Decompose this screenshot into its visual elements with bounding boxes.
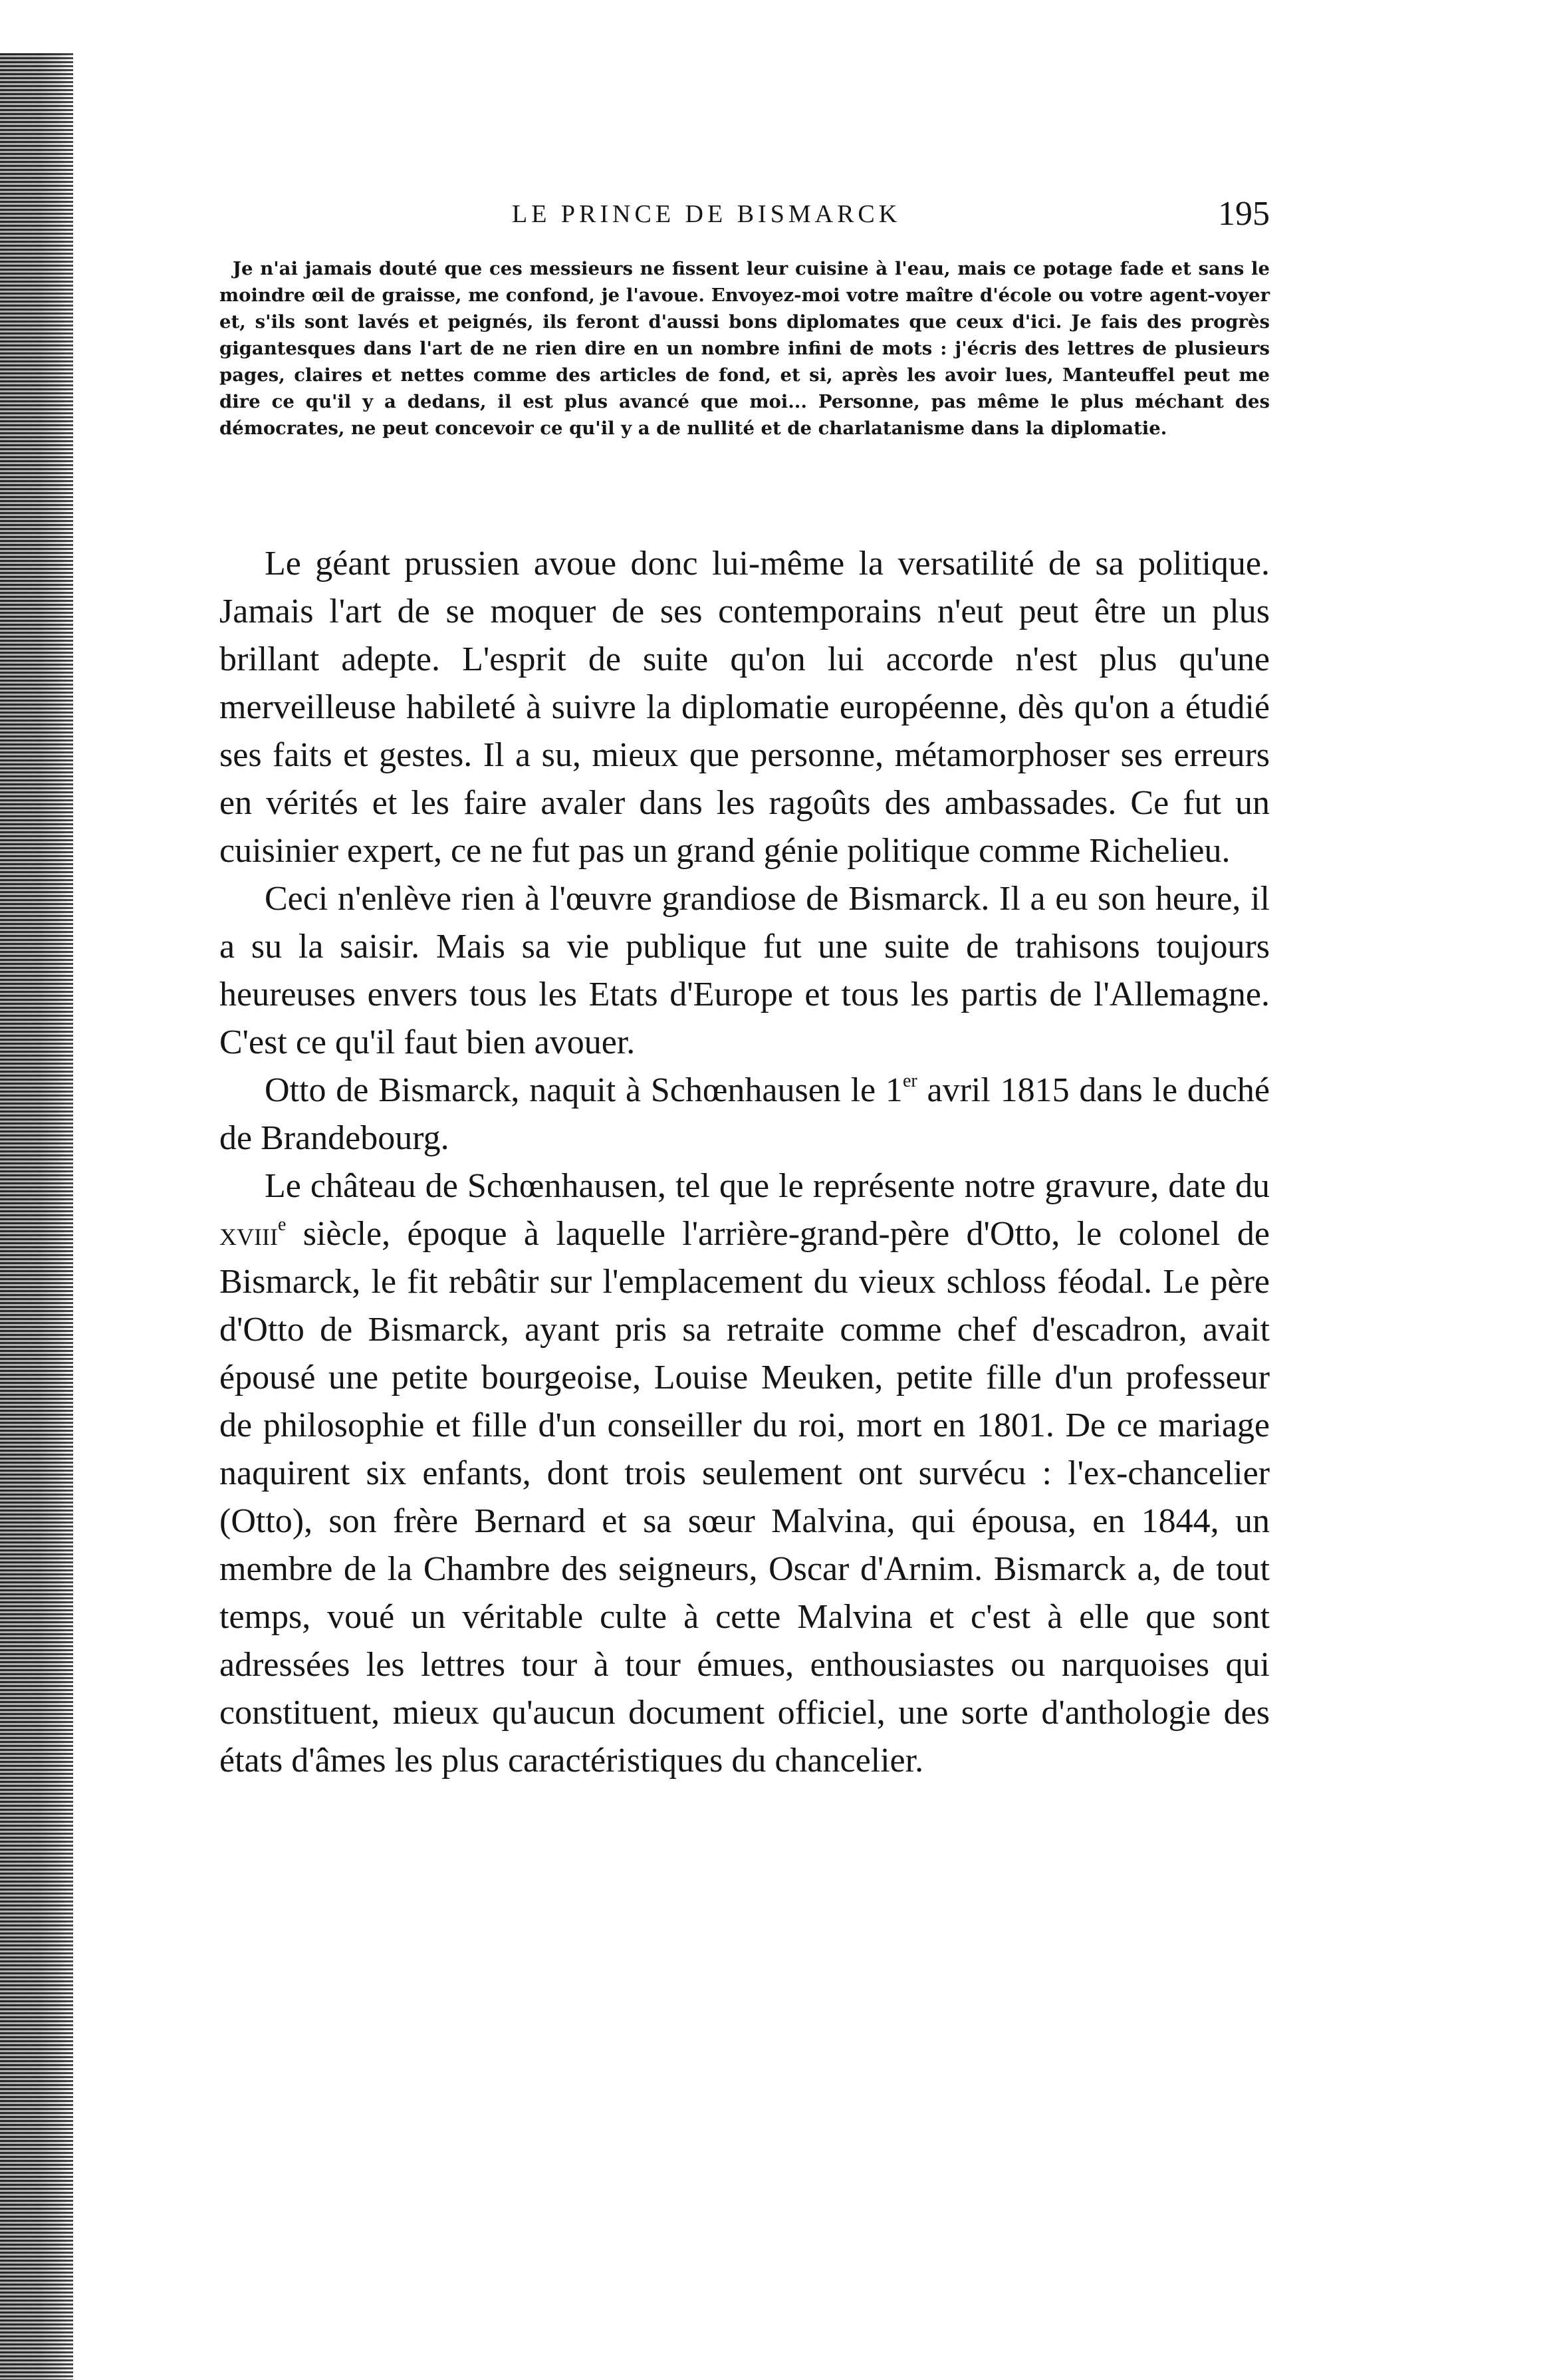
paragraph-3 [219, 1067, 1270, 1162]
ordinal-superscript: er [902, 1071, 917, 1091]
book-page [219, 0, 1270, 2380]
page-number: 195 [1218, 195, 1270, 233]
paragraph-4 [219, 1162, 1270, 1785]
quoted-letter-text: Je n'ai jamais douté que ces messieurs ne fissent leur cuisine à l'eau, mais ce potage fade et sans le moindre œil de graisse, me confond, je l'avoue. Envoyez-moi votre maître d'école ou votre agent-voyer et, s'ils sont lavés et peignés, ils feront d'aussi bons diplomates que ceux d'ici. Je fais des progrès gigantesques dans l'art de ne rien dire en un nombre infini de mots : j'écris des lettres de plusieurs pages, claires et nettes comme des articles de fond, et si, après les avoir lues, Manteuffel peut me dire ce qu'il y a dedans, il est plus avancé que moi... Personne, pas même le plus méchant des démocrates, ne peut concevoir ce qu'il y a de nullité et de charlatanisme dans la diplomatie. [219, 258, 1270, 439]
century-numeral: xviii [219, 1215, 278, 1253]
paragraph-2: Ceci n'enlève rien à l'œuvre grandiose de Bismarck. Il a eu son heure, il a su la saisir. Mais sa vie publique fut une suite de trahisons toujours heureuses envers tous les Etats d'Europe et tous les partis de l'Allemagne. C'est ce qu'il faut bien avouer. [219, 880, 1270, 1061]
scan-binding-edge [0, 53, 73, 2380]
paragraph-1: Le géant prussien avoue donc lui-même la versatilité de sa politique. Jamais l'art de se moquer de ses contemporains n'eut peut être un plus brillant adepte. L'esprit de suite qu'on lui accorde n'est plus qu'une merveilleuse habileté à suivre la diplomatie européenne, dès qu'on a étudié ses faits et gestes. Il a su, mieux que personne, métamorphoser ses erreurs en vérités et les faire avaler dans les ragoûts des ambassades. Ce fut un cuisinier expert, ce ne fut pas un grand génie politique comme Richelieu. [219, 545, 1270, 870]
main-text [219, 540, 1270, 1785]
running-title: LE PRINCE DE BISMARCK [512, 200, 901, 228]
paragraph-4-part-2: siècle, époque à laquelle l'arrière-grand-père d'Otto, le colonel de Bismarck, le fit rebâtir sur l'emplacement du vieux schloss féodal. Le père d'Otto de Bismarck, ayant pris sa retraite comme chef d'escadron, avait épousé une petite bourgeoise, Louise Meuken, petite fille d'un professeur de philosophie et fille d'un conseiller du roi, mort en 1801. De ce mariage naquirent six enfants, dont trois seulement ont survécu : l'ex-chancelier (Otto), son frère Bernard et sa sœur Malvina, qui épousa, en 1844, un membre de la Chambre des seigneurs, Oscar d'Arnim. Bismarck a, de tout temps, voué un véritable culte à cette Malvina et c'est à elle que sont adressées les lettres tour à tour émues, enthousiastes ou narquoises qui constituent, mieux qu'aucun document officiel, une sorte d'anthologie des états d'âmes les plus caractéristiques du chancelier. [219, 1215, 1270, 1780]
page-header [219, 194, 1270, 241]
paragraph-4-part-1: Le château de Schœnhausen, tel que le représente notre gravure, date du [265, 1167, 1270, 1205]
quoted-letter-excerpt [219, 255, 1270, 442]
paragraph-3-part-1: Otto de Bismarck, naquit à Schœnhausen le 1 [265, 1071, 903, 1109]
century-superscript: e [277, 1214, 287, 1235]
paragraph-3-part-2: avril 1815 dans le duché de Brandebourg. [219, 1071, 1270, 1157]
